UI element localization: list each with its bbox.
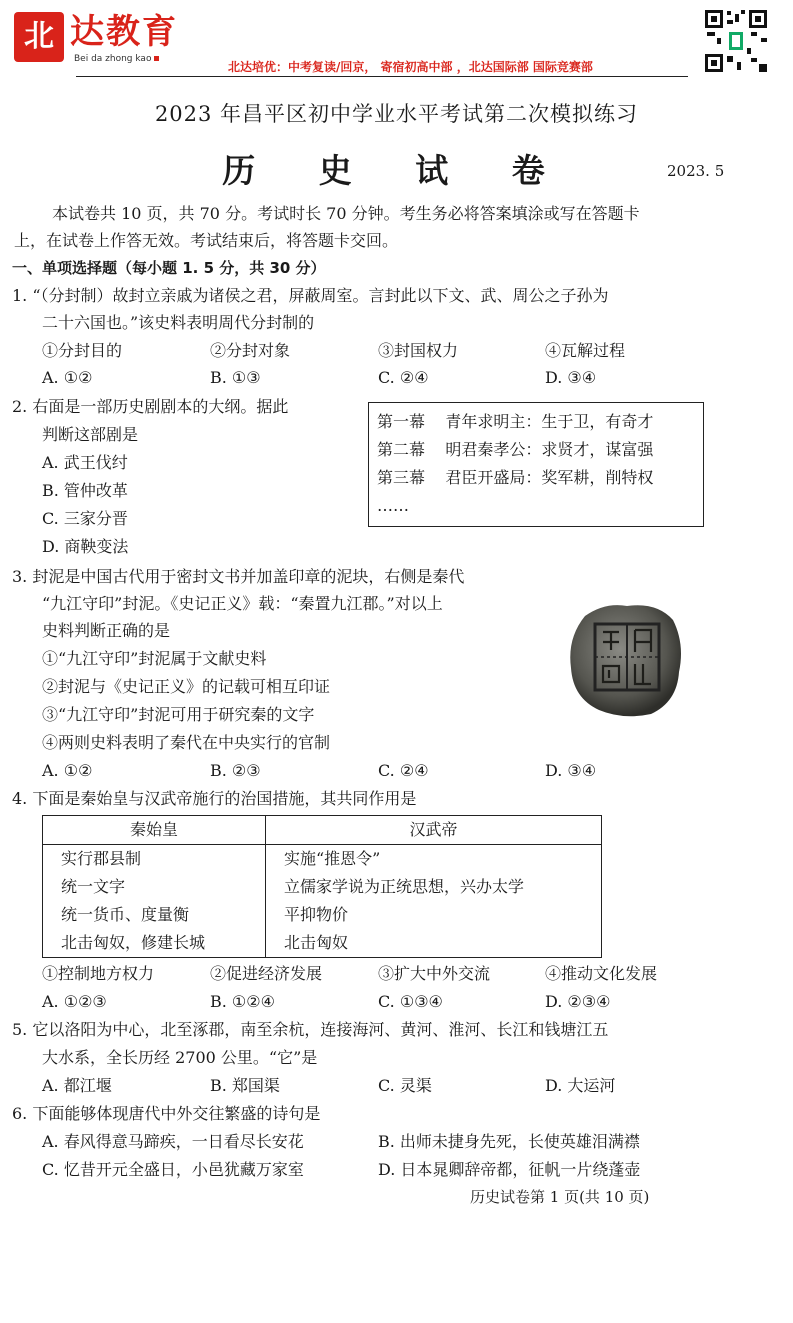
q1-option-d: D. ③④ — [545, 368, 597, 387]
q5-stem-line-2: 大水系，全长历经 2700 公里。“它”是 — [42, 1048, 318, 1067]
exam-title: 2023 年昌平区初中学业水平考试第二次模拟练习 — [154, 102, 639, 126]
table-header-qin: 秦始皇 — [43, 816, 266, 845]
q6-option-d: D. 日本晁卿辞帝都，征帆一片绕蓬壶 — [378, 1160, 641, 1179]
table-row — [43, 845, 602, 874]
instructions-line-1: 本试卷共 10 页，共 70 分。考试时长 70 分钟。考生务必将答案填涂或写在答题卡 — [52, 204, 640, 223]
subject-title: 历 史 试 卷 — [222, 151, 571, 190]
table-row — [43, 901, 602, 929]
q6-option-a: A. 春风得意马蹄疾，一日看尽长安花 — [42, 1132, 304, 1151]
q6-stem: 6. 下面能够体现唐代中外交往繁盛的诗句是 — [12, 1104, 321, 1123]
q5-stem-line-1: 5. 它以洛阳为中心，北至涿郡，南至余杭，连接海河、黄河、淮河、长江和钱塘江五 — [12, 1020, 609, 1039]
table-cell: 北击匈奴 — [266, 929, 602, 958]
outline-act-2: 第二幕 明君秦孝公：求贤才，谋富强 — [377, 440, 654, 459]
table-header-row — [43, 816, 602, 845]
table-cell: 立儒家学说为正统思想，兴办太学 — [266, 873, 602, 901]
q4-item-3: ③扩大中外交流 — [378, 964, 491, 983]
logo-mark: 北 — [14, 12, 64, 62]
q3-option-d: D. ③④ — [545, 761, 597, 780]
q3-option-a: A. ①② — [42, 761, 93, 780]
q3-stem-line-1: 3. 封泥是中国古代用于密封文书并加盖印章的泥块，右侧是秦代 — [12, 567, 465, 586]
logo-pinyin — [74, 54, 159, 64]
q1-item-2: ②分封对象 — [210, 341, 291, 360]
outline-act-3: 第三幕 君臣开盛局：奖军耕，削特权 — [377, 468, 654, 487]
q2-stem-line-1: 2. 右面是一部历史剧剧本的大纲。据此 — [12, 397, 289, 416]
q4-item-2: ②促进经济发展 — [210, 964, 323, 983]
header-rule — [76, 76, 688, 77]
q1-item-1: ①分封目的 — [42, 341, 123, 360]
table-header-han: 汉武帝 — [266, 816, 602, 845]
table-cell: 实行郡县制 — [43, 845, 266, 874]
instructions-line-2: 上，在试卷上作答无效。考试结束后，将答题卡交回。 — [14, 231, 399, 250]
q3-item-1: ①“九江守印”封泥属于文献史料 — [42, 649, 267, 668]
q5-option-c: C. 灵渠 — [378, 1076, 432, 1095]
q5-option-b: B. 郑国渠 — [210, 1076, 280, 1095]
q4-item-4: ④推动文化发展 — [545, 964, 658, 983]
q2-stem-line-2: 判断这部剧是 — [42, 425, 139, 444]
logo-pinyin-text: Bei da zhong kao — [74, 54, 152, 64]
logo-name: 达教育 — [70, 12, 178, 52]
q2-option-b: B. 管仲改革 — [42, 481, 128, 500]
measures-table — [42, 815, 602, 958]
logo-dot — [154, 56, 159, 61]
q4-item-1: ①控制地方权力 — [42, 964, 155, 983]
q3-item-4: ④两则史料表明了秦代在中央实行的官制 — [42, 733, 331, 752]
clay-seal-image — [565, 598, 687, 720]
q6-option-b: B. 出师未捷身先死，长使英雄泪满襟 — [378, 1132, 640, 1151]
q3-stem-line-2: “九江守印”封泥。《史记正义》载：“秦置九江郡。”对以上 — [42, 594, 443, 613]
q1-option-a: A. ①② — [42, 368, 93, 387]
q4-option-b: B. ①②④ — [210, 992, 275, 1011]
q2-option-a: A. 武王伐纣 — [42, 453, 128, 472]
q3-option-c: C. ②④ — [378, 761, 429, 780]
q1-stem-line-2: 二十六国也。”该史料表明周代分封制的 — [42, 313, 315, 332]
table-cell: 北击匈奴，修建长城 — [43, 929, 266, 958]
q2-option-c: C. 三家分晋 — [42, 509, 128, 528]
q4-option-d: D. ②③④ — [545, 992, 611, 1011]
q2-option-d: D. 商鞅变法 — [42, 537, 129, 556]
q4-option-c: C. ①③④ — [378, 992, 443, 1011]
q1-option-c: C. ②④ — [378, 368, 429, 387]
table-cell: 统一文字 — [43, 873, 266, 901]
q1-item-4: ④瓦解过程 — [545, 341, 626, 360]
section-heading: 一、单项选择题（每小题 1. 5 分，共 30 分） — [12, 259, 326, 277]
table-cell: 统一货币、度量衡 — [43, 901, 266, 929]
q3-option-b: B. ②③ — [210, 761, 261, 780]
q4-option-a: A. ①②③ — [42, 992, 107, 1011]
q3-item-3: ③“九江守印”封泥可用于研究秦的文字 — [42, 705, 315, 724]
exam-date: 2023. 5 — [667, 162, 725, 180]
promo-text: 北达培优：中考复读/回京， 寄宿初高中部 ，北达国际部 国际竞赛部 — [228, 60, 593, 74]
table-cell: 实施“推恩令” — [266, 845, 602, 874]
table-row — [43, 873, 602, 901]
q5-option-d: D. 大运河 — [545, 1076, 616, 1095]
q1-stem-line-1: 1. “（分封制）故封立亲戚为诸侯之君，屏蔽周室。言封此以下文、武、周公之子孙为 — [12, 286, 609, 305]
q1-item-3: ③封国权力 — [378, 341, 459, 360]
q6-option-c: C. 忆昔开元全盛日，小邑犹藏万家室 — [42, 1160, 304, 1179]
q3-stem-line-3: 史料判断正确的是 — [42, 621, 171, 640]
qr-code-icon — [703, 8, 769, 74]
table-row — [43, 929, 602, 958]
q1-option-b: B. ①③ — [210, 368, 261, 387]
q5-option-a: A. 都江堰 — [42, 1076, 112, 1095]
q3-item-2: ②封泥与《史记正义》的记载可相互印证 — [42, 677, 331, 696]
table-cell: 平抑物价 — [266, 901, 602, 929]
outline-act-1: 第一幕 青年求明主：生于卫，有奇才 — [377, 412, 654, 431]
script-outline-box — [368, 402, 704, 527]
q4-stem: 4. 下面是秦始皇与汉武帝施行的治国措施，其共同作用是 — [12, 789, 417, 808]
outline-ellipsis: …… — [377, 496, 409, 515]
page-footer: 历史试卷第 1 页(共 10 页) — [470, 1188, 650, 1206]
